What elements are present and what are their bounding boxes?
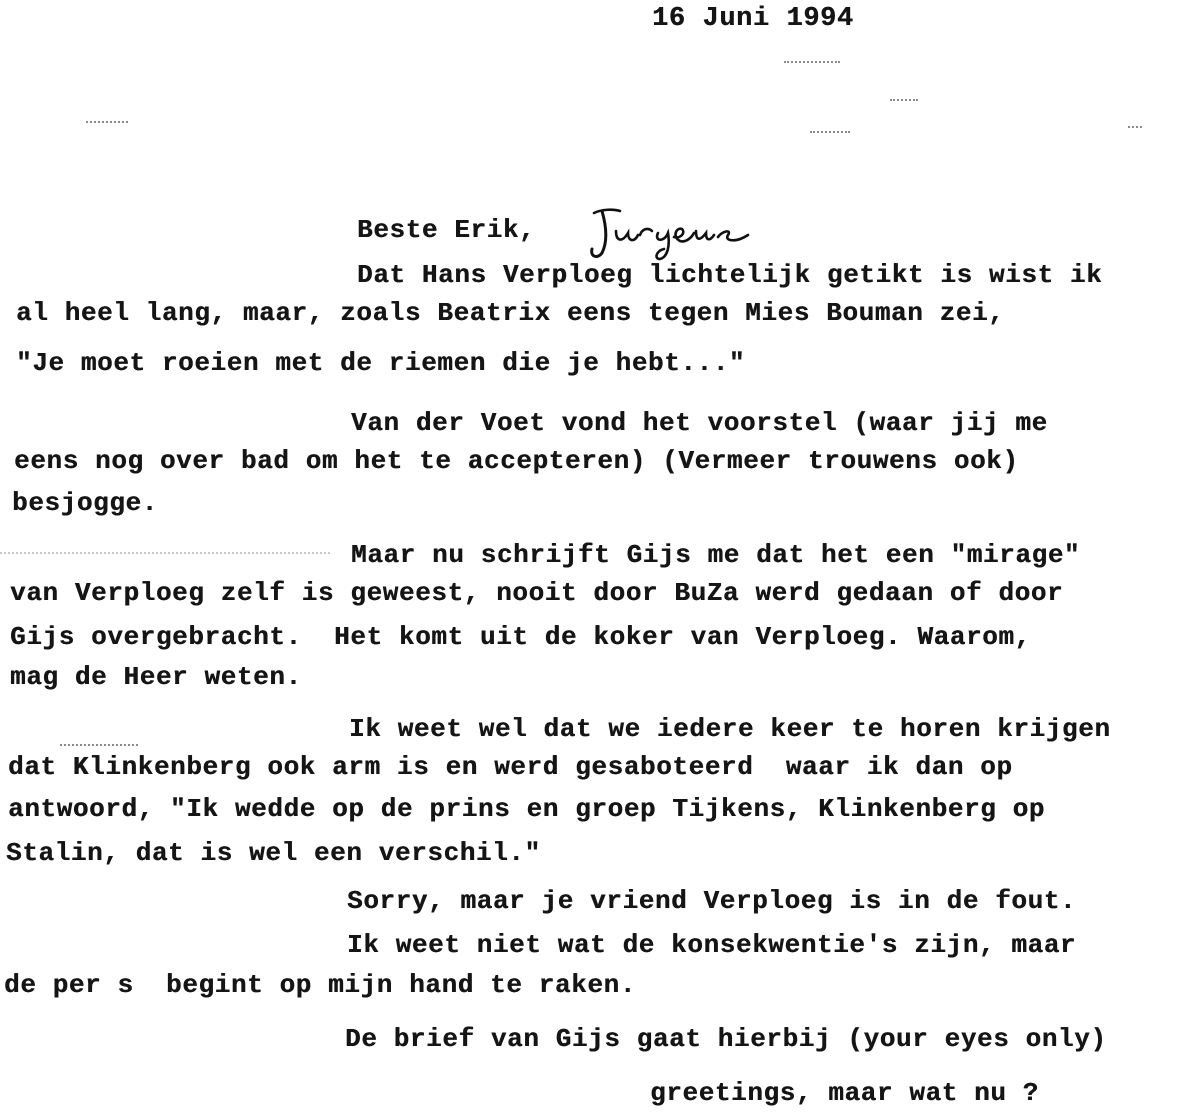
letter-line: Sorry, maar je vriend Verploeg is in de fout. <box>347 886 1077 916</box>
letter-line: "Je moet roeien met de riemen die je hebt..." <box>16 348 746 378</box>
letter-line: antwoord, "Ik wedde op de prins en groep Tijkens, Klinkenberg op <box>8 794 1045 824</box>
letter-line: besjogge. <box>12 488 158 518</box>
letter-line: Ik weet niet wat de konsekwentie's zijn, maar <box>347 930 1077 960</box>
letter-date: 16 Juni 1994 <box>652 4 854 34</box>
ink-speck <box>86 121 128 125</box>
ink-speck <box>890 99 918 103</box>
letter-line: Gijs overgebracht. Het komt uit de koker van Verploeg. Waarom, <box>10 622 1031 652</box>
letter-line: van Verploeg zelf is geweest, nooit door BuZa werd gedaan of door <box>10 578 1064 608</box>
handwritten-name-signature <box>588 205 763 261</box>
letter-line: Van der Voet vond het voorstel (waar jij me <box>351 408 1048 438</box>
letter-line: de per s begint op mijn hand te raken. <box>4 970 636 1000</box>
ink-speck <box>0 552 330 556</box>
salutation: Beste Erik, <box>357 215 536 245</box>
closing-line: greetings, maar wat nu ? <box>650 1078 1039 1108</box>
letter-line: Dat Hans Verploeg lichtelijk getikt is wist ik <box>357 260 1103 290</box>
letter-line: Maar nu schrijft Gijs me dat het een "mirage" <box>351 540 1081 570</box>
letter-line: Ik weet wel dat we iedere keer te horen krijgen <box>349 714 1111 744</box>
letter-line: dat Klinkenberg ook arm is en werd gesaboteerd waar ik dan op <box>8 752 1013 782</box>
letter-line: Stalin, dat is wel een verschil." <box>6 838 541 868</box>
letter-line: De brief van Gijs gaat hierbij (your eyes only) <box>345 1024 1107 1054</box>
ink-speck <box>784 61 840 65</box>
letter-line: eens nog over bad om het te accepteren) (Vermeer trouwens ook) <box>14 446 1019 476</box>
ink-speck <box>1128 126 1142 130</box>
letter-line: al heel lang, maar, zoals Beatrix eens tegen Mies Bouman zei, <box>16 298 1005 328</box>
letter-line: mag de Heer weten. <box>10 662 302 692</box>
ink-speck <box>60 744 138 748</box>
ink-speck <box>810 131 850 135</box>
